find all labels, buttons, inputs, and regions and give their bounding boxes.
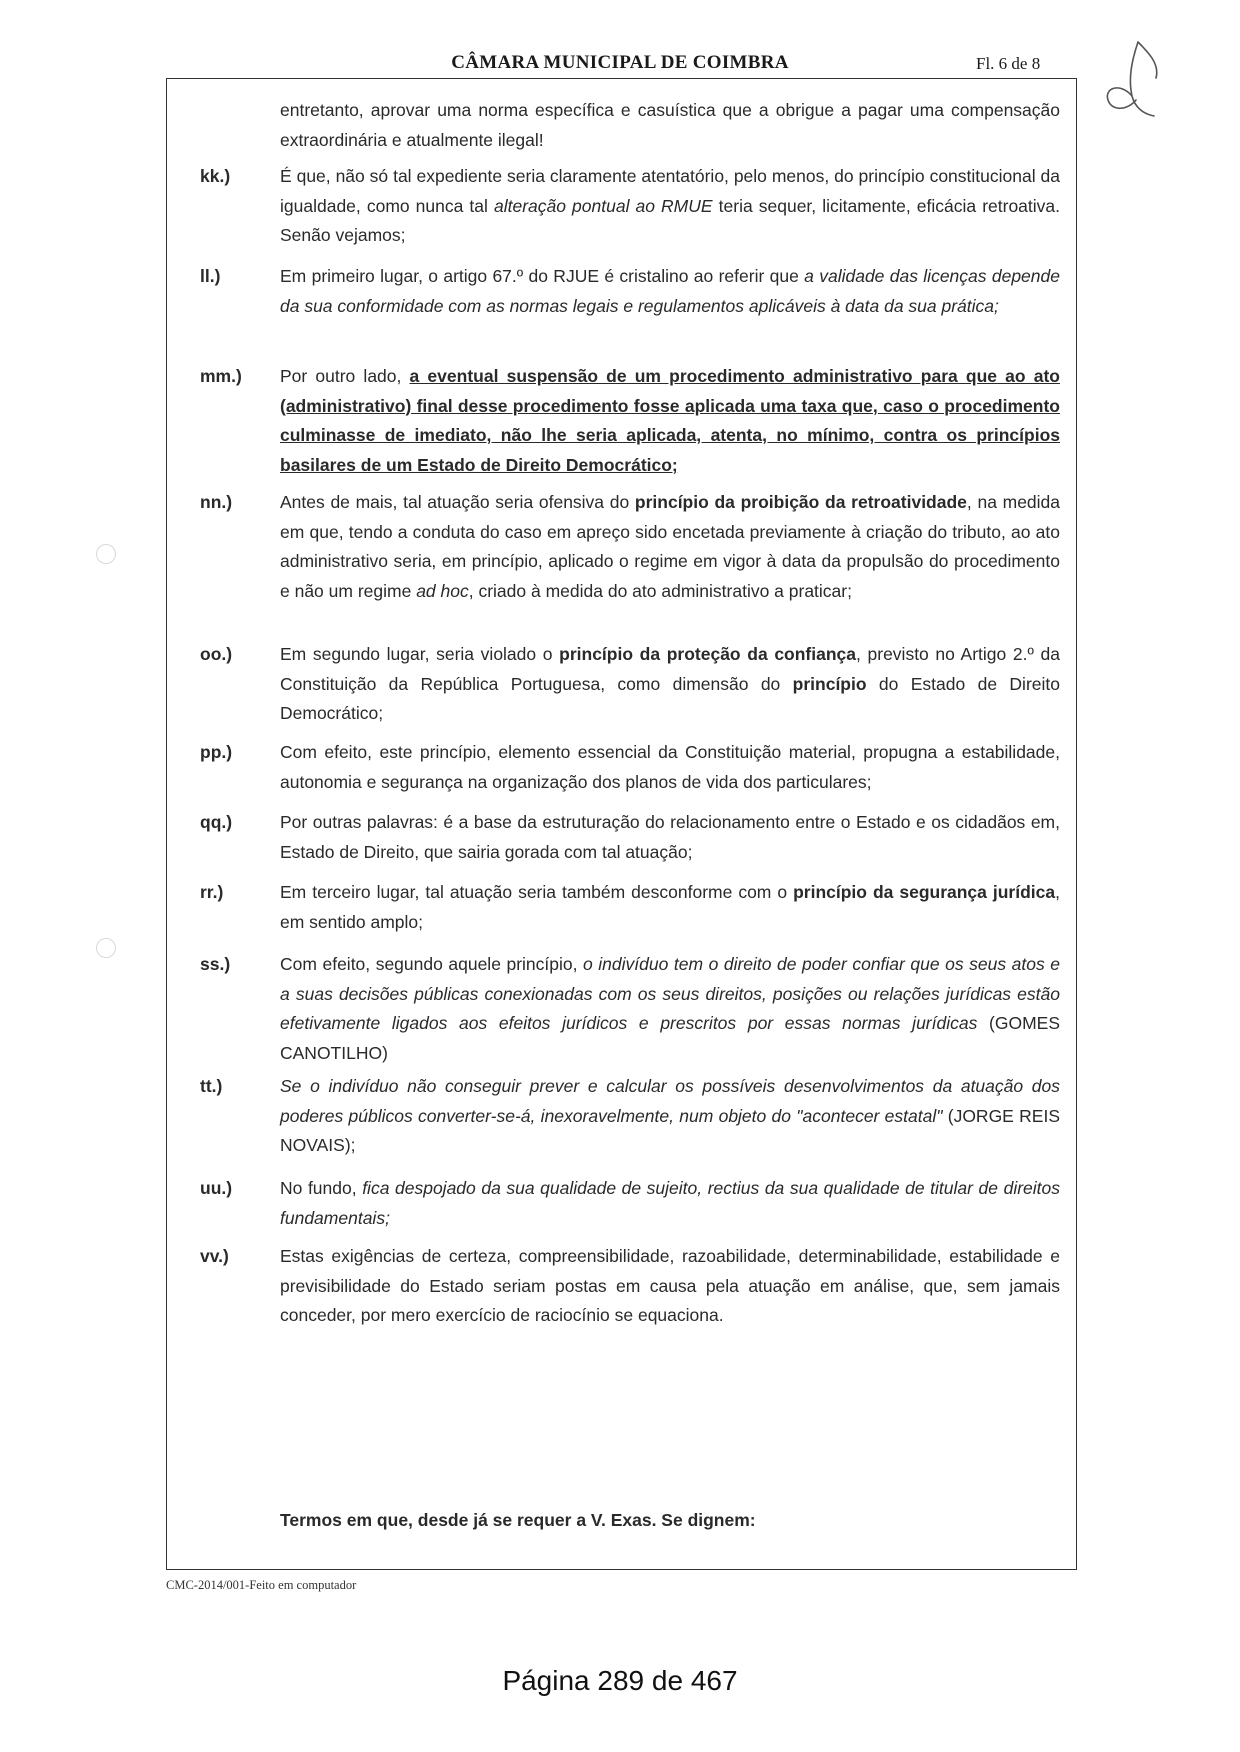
punch-hole-mark: [96, 938, 116, 958]
continuation-paragraph: entretanto, aprovar uma norma específica e casuística que a obrigue a pagar uma compensação extraordinária e atualmente ilegal!: [280, 100, 1060, 150]
clause-label: ss.): [200, 954, 231, 974]
clause-label: ll.): [200, 266, 221, 286]
clause-label: uu.): [200, 1178, 233, 1198]
folio-number: Fl. 6 de 8: [976, 54, 1041, 73]
clause-text: Por outro lado, a eventual suspensão de um procedimento administrativo para que ao ato (administrativo) final desse procedimento fosse aplicada uma taxa que, caso o procedimento culminasse de imediato, não lhe seria aplicada, atenta, no mínimo, contra os princípios basilares de um Estado de Direito Democrático;: [280, 366, 1060, 475]
clause-text: Em primeiro lugar, o artigo 67.º do RJUE é cristalino ao referir que a validade das licenças depende da sua conformidade com as normas legais e regulamentos aplicáveis à data da sua prática;: [280, 266, 1060, 316]
clause-label: kk.): [200, 166, 231, 186]
clause-label: mm.): [200, 366, 242, 386]
clause-text: No fundo, fica despojado da sua qualidade de sujeito, rectius da sua qualidade de titular de direitos fundamentais;: [280, 1178, 1060, 1228]
clause-text: Estas exigências de certeza, compreensibilidade, razoabilidade, determinabilidade, estabilidade e previsibilidade do Estado seriam postas em causa pela atuação em análise, que, sem jamais conceder, por mero exercício de raciocínio se equaciona.: [280, 1246, 1060, 1325]
clause-text: Com efeito, segundo aquele princípio, o indivíduo tem o direito de poder confiar que os seus atos e a suas decisões públicas conexionadas com os seus direitos, posições ou relações jurídicas estão efetivamente ligados aos efeitos jurídicos e prescritos por essas normas jurídicas (GOMES CANOTILHO): [280, 954, 1061, 1063]
clause-text: Por outras palavras: é a base da estruturação do relacionamento entre o Estado e os cidadãos em, Estado de Direito, que sairia gorada com tal atuação;: [280, 812, 1060, 862]
punch-hole-mark: [96, 544, 116, 564]
clause-text: Antes de mais, tal atuação seria ofensiva do princípio da proibição da retroatividade, na medida em que, tendo a conduta do caso em apreço sido encetada previamente à criação do tributo, ao ato administrativo seria, em princípio, aplicado o regime em vigor à data da propulsão do procedimento e não um regime ad hoc, criado à medida do ato administrativo a praticar;: [280, 492, 1061, 601]
page-number: Página 289 de 467: [502, 1665, 738, 1696]
clause-label: qq.): [200, 812, 233, 832]
clause-label: nn.): [200, 492, 233, 512]
clause-label: pp.): [200, 742, 233, 762]
clause-label: oo.): [200, 644, 233, 664]
closing-request: Termos em que, desde já se requer a V. Exas. Se dignem:: [280, 1510, 756, 1530]
clause-label: rr.): [200, 882, 224, 902]
clause-text: Em terceiro lugar, tal atuação seria também desconforme com o princípio da segurança jurídica, em sentido amplo;: [280, 882, 1060, 932]
clause-label: tt.): [200, 1076, 223, 1096]
clause-text: Se o indivíduo não conseguir prever e calcular os possíveis desenvolvimentos da atuação dos poderes públicos converter-se-á, inexoravelmente, num objeto do "acontecer estatal" (JORGE REIS NOVAIS);: [280, 1076, 1060, 1155]
clause-text: Com efeito, este princípio, elemento essencial da Constituição material, propugna a estabilidade, autonomia e segurança na organização dos planos de vida dos particulares;: [280, 742, 1060, 792]
document-code: CMC-2014/001-Feito em computador: [166, 1578, 357, 1592]
clause-text: É que, não só tal expediente seria claramente atentatório, pelo menos, do princípio constitucional da igualdade, como nunca tal alteração pontual ao RMUE teria sequer, licitamente, eficácia retroativa. Senão vejamos;: [280, 166, 1060, 245]
page-header-title: CÂMARA MUNICIPAL DE COIMBRA: [451, 52, 789, 73]
handwritten-initial-signature: [1098, 38, 1164, 120]
clause-text: Em segundo lugar, seria violado o princípio da proteção da confiança, previsto no Artigo 2.º da Constituição da República Portuguesa, como dimensão do princípio do Estado de Direito Democrático;: [280, 644, 1060, 723]
clause-label: vv.): [200, 1246, 229, 1266]
